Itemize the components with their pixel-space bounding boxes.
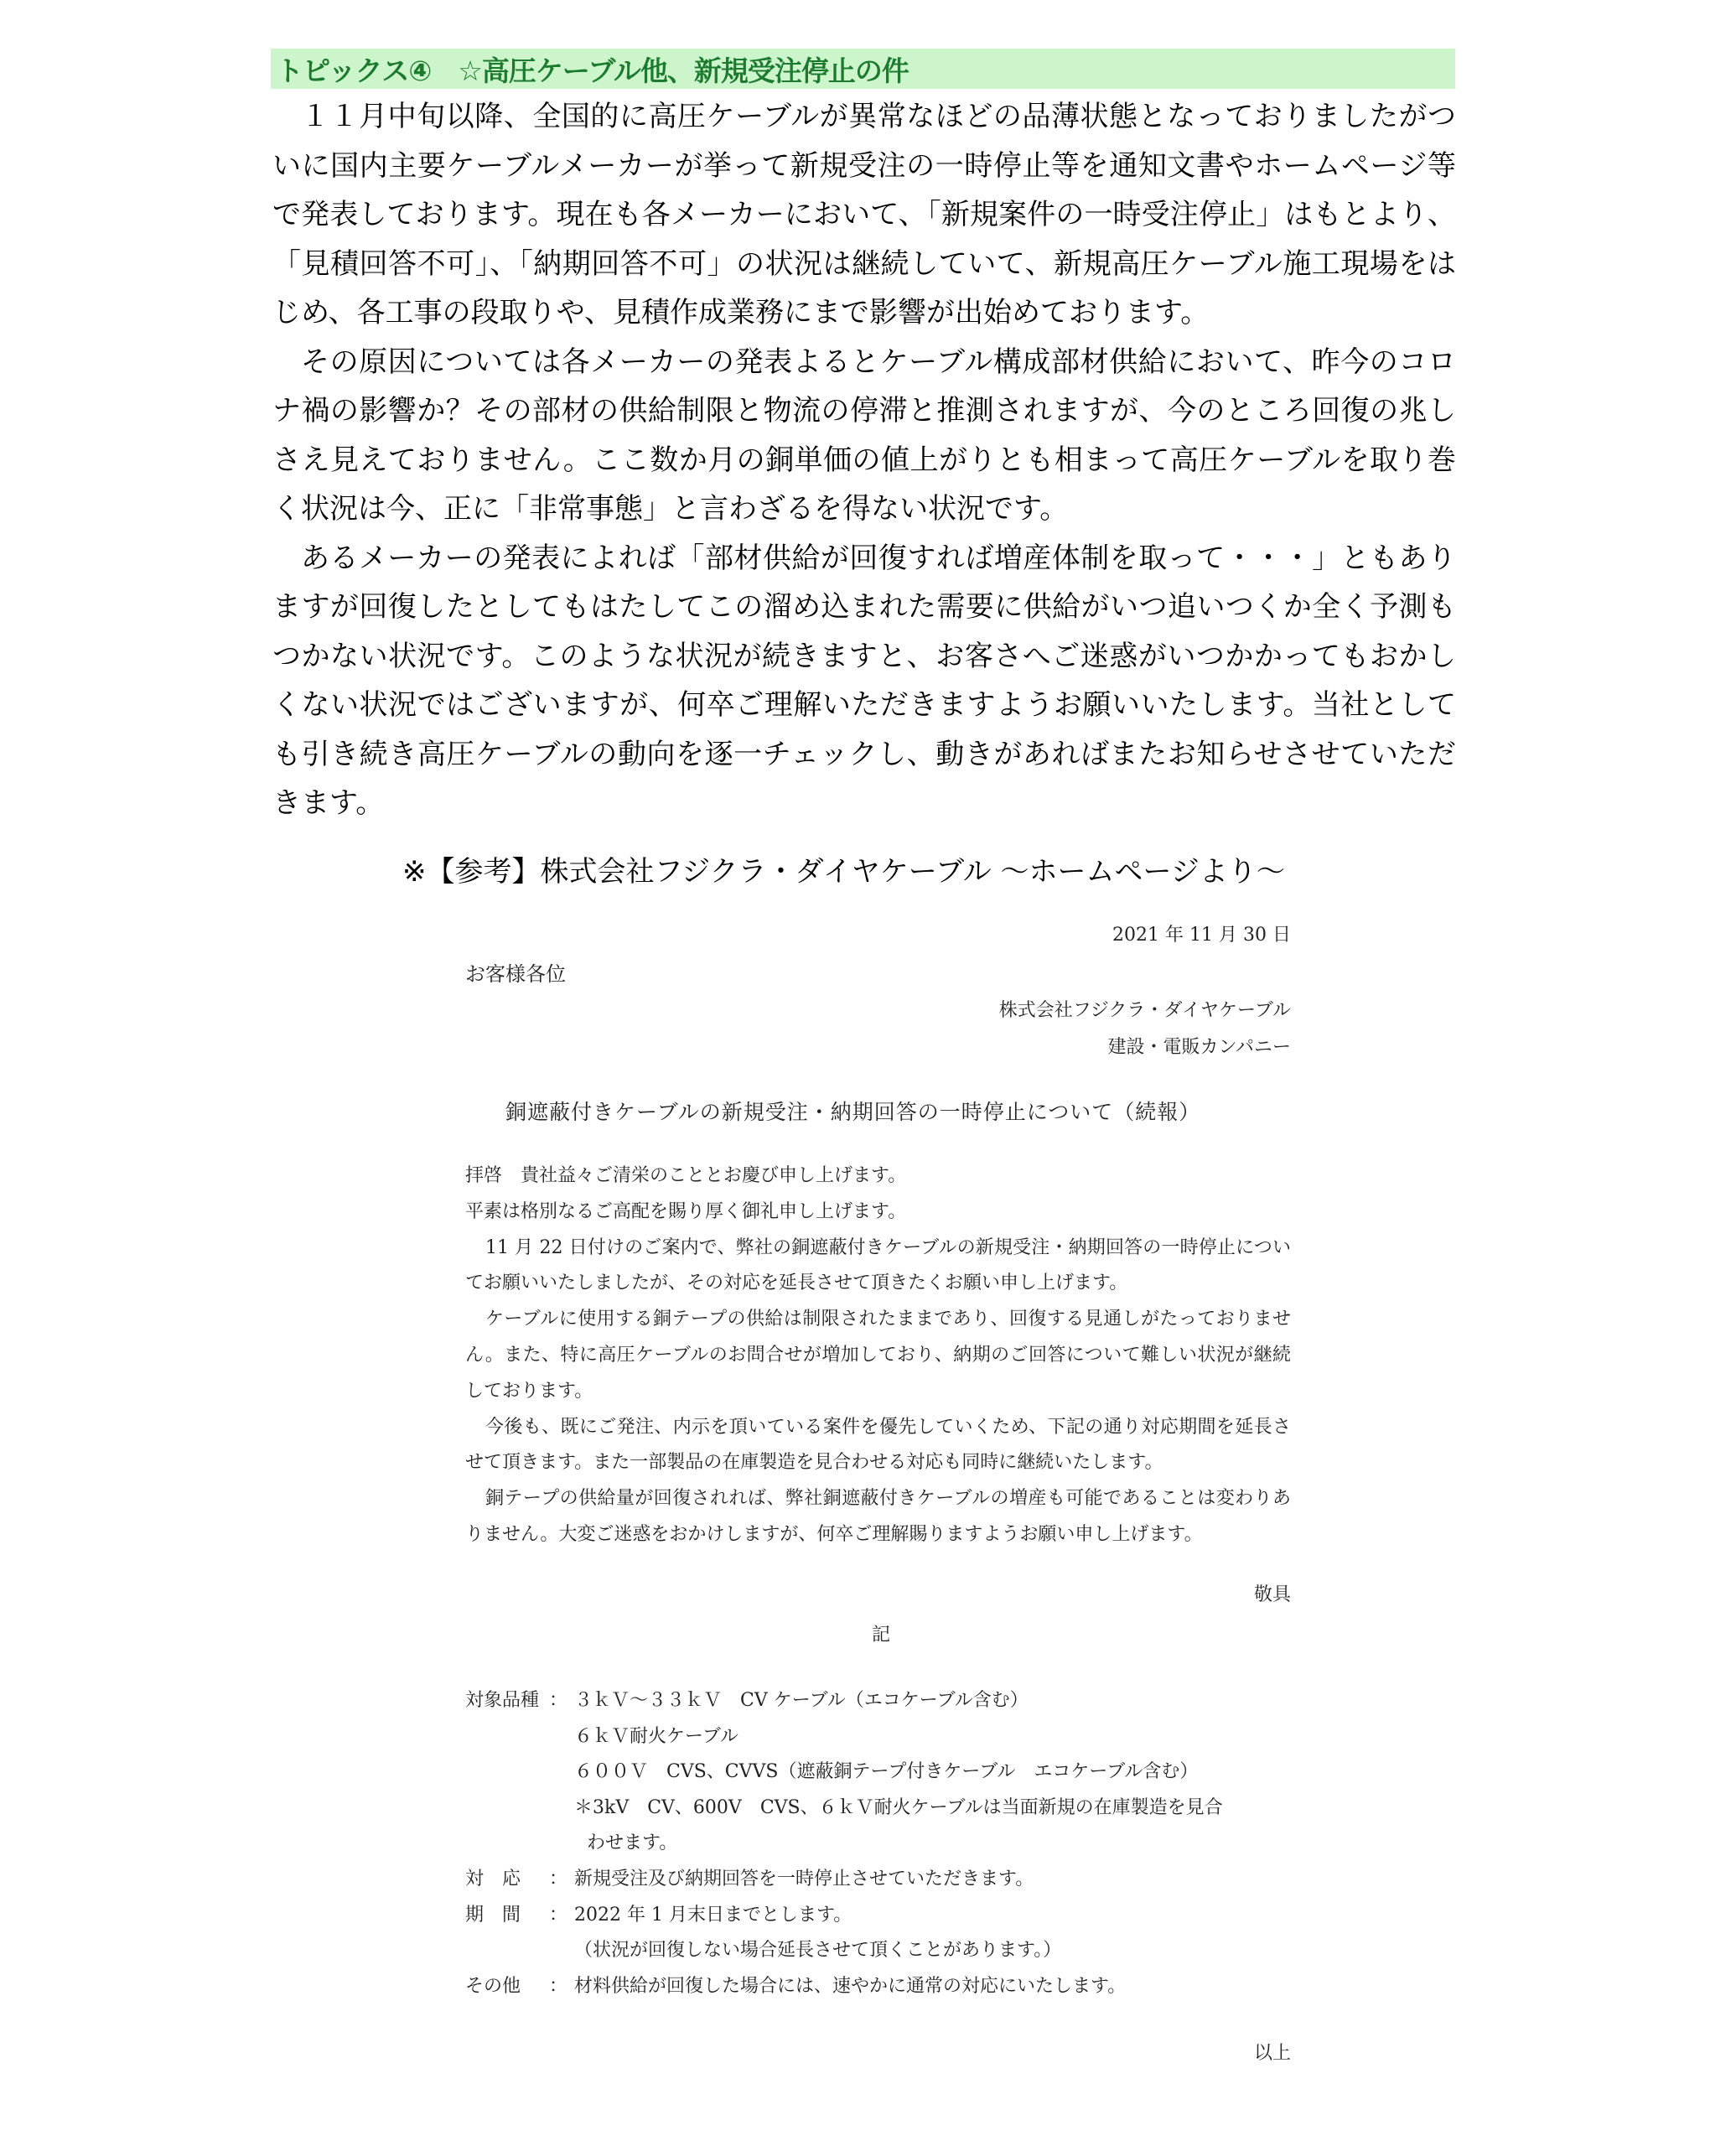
topic-heading-bar — [271, 49, 1455, 89]
item-row-other — [465, 1969, 1291, 2005]
notice-end: 以上 — [1253, 2043, 1291, 2064]
topic-heading: トピックス④ ☆高圧ケーブル他、新規受注停止の件 — [276, 54, 909, 87]
notice-division: 建設・電販カンパニー — [1107, 1037, 1291, 1058]
item-value: 2022 年 1 月末日までとします。 — [574, 1904, 852, 1926]
item-row-period — [465, 1898, 1291, 1934]
notice-company: 株式会社フジクラ・ダイヤケーブル — [998, 1000, 1291, 1021]
item-separator: ： — [549, 1868, 568, 1889]
article-paragraph: １１月中旬以降、全国的に高圧ケーブルが異常なほどの品薄状態となっておりましたがついに国内主要ケーブルメーカーが挙って新規受注の一時停止等を通知文書やホームページ等で発表しております。現在も各メーカーにおいて、「新規案件の一時受注停止」はもとより、「見積回答不可」、「納期回答不可」の状況は継続していて、新規高圧ケーブル施工現場をはじめ、各工事の段取りや、見積作成業務にまで影響が出始めております。 — [272, 100, 1456, 329]
notice-ki: 記 — [872, 1625, 891, 1646]
letter-line: 平素は格別なるご高配を賜り厚く御礼申し上げます。 — [465, 1200, 907, 1222]
item-value: ３ｋＶ～３３ｋＶ CV ケーブル（エコケーブル含む） — [574, 1690, 1029, 1711]
letter-line: 11 月 22 日付けのご案内で、弊社の銅遮蔽付きケーブルの新規受注・納期回答の一時停止についてお願いいたしましたが、その対応を延長させて頂きたくお願い申し上げます。 — [465, 1236, 1291, 1294]
notice-title: 銅遮蔽付きケーブルの新規受注・納期回答の一時停止について（続報） — [505, 1100, 1201, 1124]
article-paragraph: あるメーカーの発表によれば「部材供給が回復すれば増産体制を取って・・・」ともありますが回復したとしてもはたしてこの溜め込まれた需要に供給がいつ追いつくか全く予測もつかない状況です。このような状況が続きますと、お客さへご迷惑がいつかかってもおかしくない状況ではございますが、何卒ご理解いただきますようお願いいたします。当社としても引き続き高圧ケーブルの動向を逐一チェックし、動きがあればまたお知らせさせていただきます。 — [272, 541, 1456, 820]
letter-line: 拝啓 貴社益々ご清栄のこととお慶び申し上げます。 — [465, 1165, 907, 1186]
letter-line: 銅テープの供給量が回復されれば、弊社銅遮蔽付きケーブルの増産も可能であることは変わりありません。大変ご迷惑をおかけしますが、何卒ご理解賜りますようお願い申し上げます。 — [465, 1488, 1291, 1545]
reference-caption: ※【参考】株式会社フジクラ・ダイヤケーブル ～ホームページより～ — [402, 855, 1285, 889]
letter-line: 今後も、既にご発注、内示を頂いている案件を優先していくため、下記の通り対応期間を延長させて頂きます。また一部製品の在庫製造を見合わせる対応も同時に継続いたします。 — [465, 1416, 1291, 1474]
item-value: ＊3kV CV、600V CVS、６ｋＶ耐火ケーブルは当面新規の在庫製造を見合 — [574, 1796, 1223, 1818]
item-label: その他 — [465, 1975, 521, 1997]
item-value: 材料供給が回復した場合には、速やかに通常の対応にいたします。 — [574, 1975, 1127, 1997]
notice-letter — [465, 1159, 1291, 1553]
item-separator: ： — [549, 1975, 568, 1997]
item-value: ６００Ｖ CVS、CVVS（遮蔽銅テープ付きケーブル エコケーブル含む） — [574, 1761, 1199, 1783]
article-paragraph: その原因については各メーカーの発表よるとケーブル構成部材供給において、昨今のコロナ禍の影響か？その部材の供給制限と物流の停滞と推測されますが、今のところ回復の兆しさえ見えておりません。ここ数か月の銅単価の値上がりとも相まって高圧ケーブルを取り巻く状況は今、正に「非常事態」と言わざるを得ない状況です。 — [272, 345, 1456, 526]
item-separator: ： — [549, 1690, 568, 1711]
article-body — [272, 92, 1456, 828]
letter-line: ケーブルに使用する銅テープの供給は制限されたままであり、回復する見通しがたっておりません。また、特に高圧ケーブルのお問合せが増加しており、納期のご回答について難しい状況が継続しております。 — [465, 1309, 1291, 1402]
item-value: わせます。 — [587, 1832, 678, 1854]
item-label: 対象品種 — [465, 1690, 540, 1711]
item-value: ６ｋＶ耐火ケーブル — [574, 1725, 739, 1747]
item-label: 対 応 — [465, 1868, 521, 1889]
item-row-response — [465, 1862, 1291, 1898]
notice-closing: 敬具 — [1253, 1584, 1291, 1605]
item-value: （状況が回復しない場合延長させて頂くことがあります。） — [574, 1940, 1062, 1962]
item-label: 期 間 — [465, 1904, 521, 1926]
item-separator: ： — [549, 1904, 568, 1926]
notice-items — [465, 1683, 1291, 2004]
item-value: 新規受注及び納期回答を一時停止させていただきます。 — [574, 1868, 1034, 1889]
notice-addressee: お客様各位 — [465, 962, 566, 986]
notice-date: 2021 年 11 月 30 日 — [1112, 925, 1291, 946]
item-row-target — [465, 1683, 1291, 1719]
